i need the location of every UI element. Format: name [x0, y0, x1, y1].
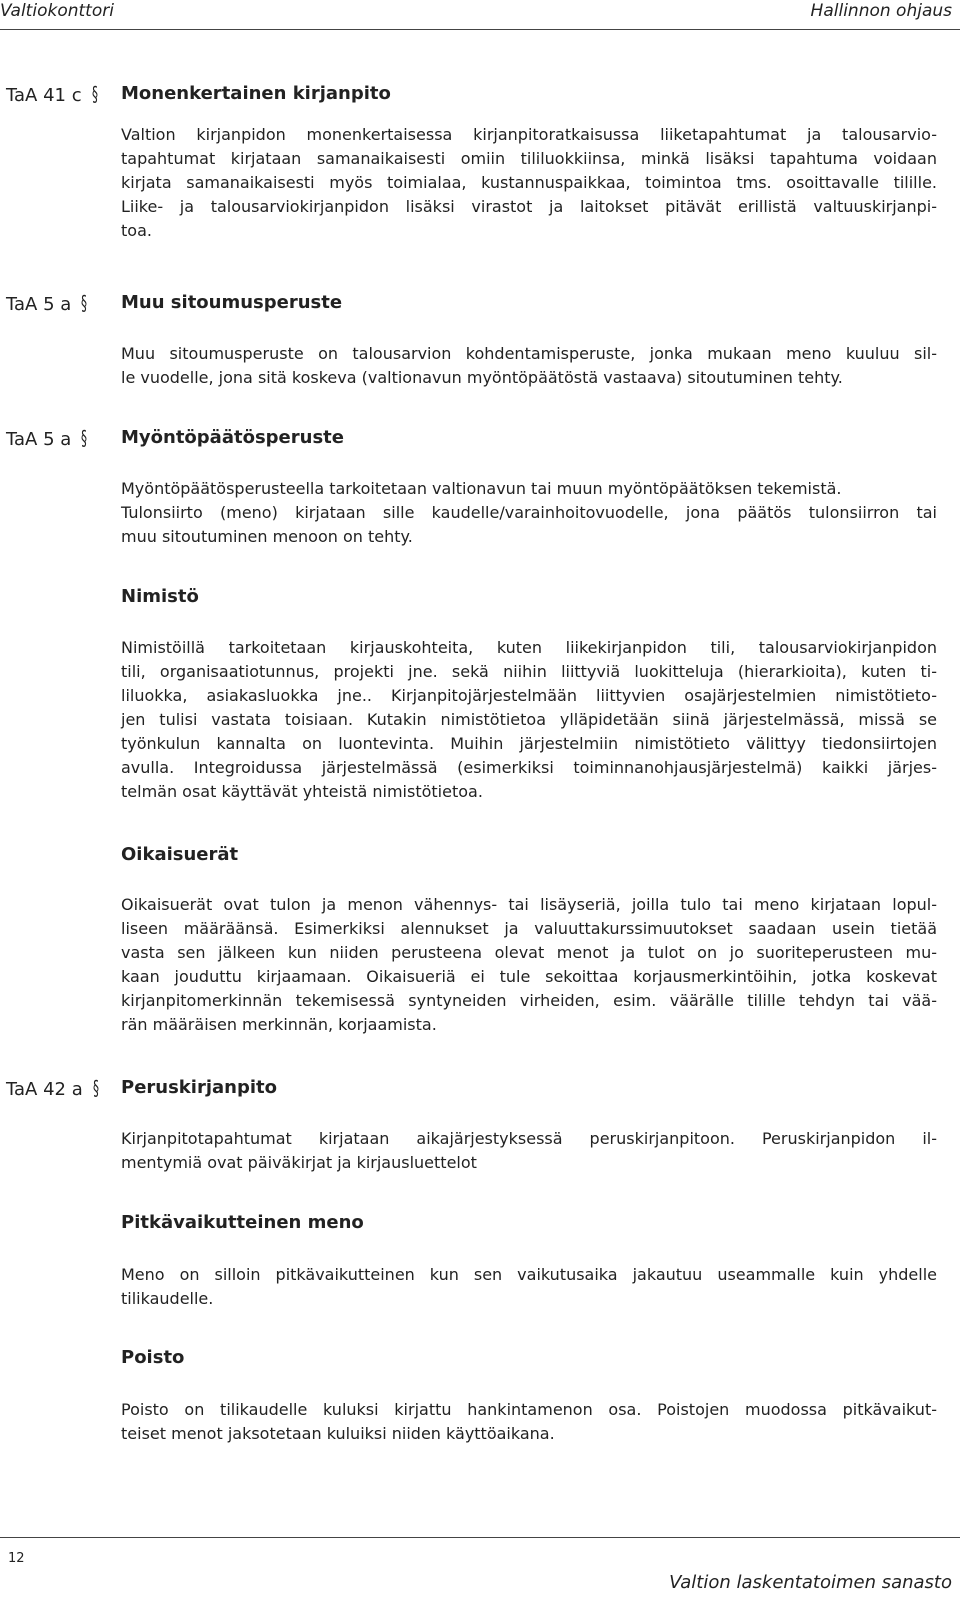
text-line: telmän osat käyttävät yhteistä nimistötietoa. [121, 782, 483, 801]
entry-heading: Myöntöpäätösperuste [121, 427, 344, 448]
text-line: jen tulisi vastata toisiaan. Kutakin nimistötietoa ylläpidetään siinä järjestelmässä, missä se [121, 710, 937, 729]
entry-text [121, 477, 937, 549]
section-sign-icon: § [81, 426, 88, 450]
entry-text [121, 1263, 937, 1311]
text-line: Tulonsiirto (meno) kirjataan sille kaudelle/varainhoitovuodelle, jona päätös tulonsiirron tai [121, 503, 937, 522]
text-line: Poisto on tilikaudelle kuluksi kirjattu hankintamenon osa. Poistojen muodossa pitkävaikut- [121, 1400, 937, 1419]
text-line: avulla. Integroidussa järjestelmässä (esimerkiksi toiminnanohjausjärjestelmä) kaikki järjes- [121, 758, 937, 777]
page-header [0, 0, 960, 30]
entry-text [121, 123, 937, 243]
header-divider [0, 29, 960, 30]
text-line: muu sitoutuminen menoon on tehty. [121, 527, 413, 546]
entry-text [121, 1127, 937, 1175]
text-line: toa. [121, 221, 152, 240]
text-line: työnkulun kannalta on luontevinta. Muihin järjestelmiin nimistötieto välittyy tiedonsiirtojen [121, 734, 937, 753]
entry-heading: Muu sitoumusperuste [121, 292, 343, 313]
entry-heading: Pitkävaikutteinen meno [121, 1212, 364, 1233]
text-line: kirjata samanaikaisesti myös toimialaa, kustannuspaikkaa, toimintoa tms. osoittavalle tilille. [121, 173, 937, 192]
text-line: Muu sitoumusperuste on talousarvion kohdentamisperuste, jonka mukaan meno kuuluu sil- [121, 344, 937, 363]
text-line: Myöntöpäätösperusteella tarkoitetaan valtionavun tai muun myöntöpäätöksen tekemistä. [121, 479, 842, 498]
entry-text [121, 1398, 937, 1446]
section-reference: TaA 5 a § [6, 291, 88, 315]
entry-text [121, 893, 937, 1037]
section-sign-icon: § [92, 1076, 99, 1100]
header-organization: Valtiokonttori [0, 1, 114, 21]
entry-heading: Nimistö [121, 586, 199, 607]
text-line: Meno on silloin pitkävaikutteinen kun sen vaikutusaika jakautuu useammalle kuin yhdelle [121, 1265, 937, 1284]
text-line: tapahtumat kirjataan samanaikaisesti omiin tililuokkiinsa, minkä lisäksi tapahtuma voidaan [121, 149, 937, 168]
text-line: vasta sen jälkeen kun niiden perusteena olevat menot ja tulot on jo suoriteperusteen mu- [121, 943, 937, 962]
text-line: tili, organisaatiotunnus, projekti jne. sekä niihin liittyviä luokitteluja (hierarkioita), kuten ti- [121, 662, 937, 681]
entry-heading: Monenkertainen kirjanpito [121, 83, 391, 104]
header-section-title: Hallinnon ohjaus [810, 1, 952, 21]
text-line: kirjanpitomerkinnän tekemisessä syntyneiden virheiden, esim. väärälle tilille tehdyn tai vää- [121, 991, 937, 1010]
text-line: mentymiä ovat päiväkirjat ja kirjausluettelot [121, 1153, 477, 1172]
text-line: rän määräisen merkinnän, korjaamista. [121, 1015, 437, 1034]
text-line: liluokka, asiakasluokka jne.. Kirjanpitojärjestelmään liittyvien osajärjestelmien nimistötieto- [121, 686, 937, 705]
section-sign-icon: § [81, 291, 88, 315]
text-line: Liike- ja talousarviokirjanpidon lisäksi virastot ja laitokset pitävät erillistä valtuuskirjanpi- [121, 197, 937, 216]
text-line: Nimistöillä tarkoitetaan kirjauskohteita, kuten liikekirjanpidon tili, talousarviokirjanpidon [121, 638, 937, 657]
page-number: 12 [8, 1551, 25, 1566]
entry-heading: Peruskirjanpito [121, 1077, 277, 1098]
text-line: Kirjanpitotapahtumat kirjataan aikajärjestyksessä peruskirjanpitoon. Peruskirjanpidon il- [121, 1129, 937, 1148]
text-line: kaan jouduttu kirjaamaan. Oikaisueriä ei tule sekoittaa korjausmerkintöihin, jotka koskevat [121, 967, 937, 986]
section-sign-icon: § [91, 82, 98, 106]
text-line: Valtion kirjanpidon monenkertaisessa kirjanpitoratkaisussa liiketapahtumat ja talousarvio- [121, 125, 937, 144]
section-reference: TaA 5 a § [6, 426, 88, 450]
section-reference: TaA 41 c § [6, 82, 98, 106]
section-reference: TaA 42 a § [6, 1076, 99, 1100]
text-line: teiset menot jaksotetaan kuluiksi niiden käyttöaikana. [121, 1424, 555, 1443]
entry-heading: Oikaisuerät [121, 844, 239, 865]
text-line: tilikaudelle. [121, 1289, 214, 1308]
footer-publication-title: Valtion laskentatoimen sanasto [669, 1572, 952, 1593]
text-line: liseen määräänsä. Esimerkiksi alennukset ja valuuttakurssimuutokset saadaan usein tietää [121, 919, 937, 938]
text-line: Oikaisuerät ovat tulon ja menon vähennys- tai lisäyseriä, joilla tulo tai meno kirjataan lopul- [121, 895, 937, 914]
entry-heading: Poisto [121, 1347, 185, 1368]
entry-text [121, 636, 937, 804]
text-line: le vuodelle, jona sitä koskeva (valtionavun myöntöpäätöstä vastaava) sitoutuminen tehty. [121, 368, 843, 387]
entry-text [121, 342, 937, 390]
footer-divider [0, 1537, 960, 1538]
